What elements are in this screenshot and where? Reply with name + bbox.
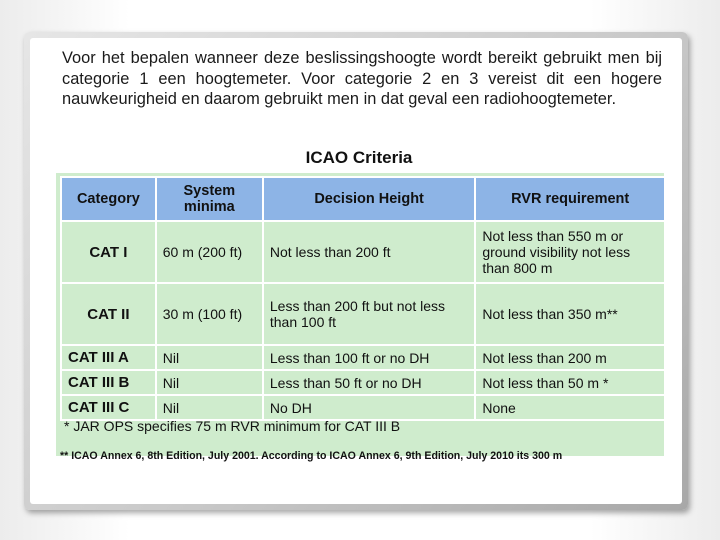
cell-category: CAT III A [61,345,156,370]
icao-criteria-table [60,176,666,421]
intro-paragraph: Voor het bepalen wanneer deze beslissingshoogte wordt bereikt gebruikt men bij categorie 1 een hoogtemeter. Voor categorie 2 en 3 vereist dit een hogere nauwkeurigheid en daarom gebruikt men in dat geval een radiohoogtemeter. [62,49,662,108]
cell-category: CAT III B [61,370,156,395]
header-decision-height: Decision Height [263,177,475,221]
header-system-minima: System minima [156,177,263,221]
cell-decision-height: No DH [263,395,475,420]
cell-rvr: Not less than 200 m [475,345,665,370]
cell-category: CAT II [61,283,156,345]
cell-rvr: Not less than 550 m or ground visibility not less than 800 m [475,221,665,283]
cell-system-minima: Nil [156,345,263,370]
cell-decision-height: Less than 100 ft or no DH [263,345,475,370]
cell-rvr: None [475,395,665,420]
table-row [61,370,665,395]
icao-criteria-figure [46,144,672,474]
cell-category: CAT III C [61,395,156,420]
table-header-row [61,177,665,221]
header-rvr-requirement: RVR requirement [475,177,665,221]
cell-decision-height: Less than 200 ft but not less than 100 ft [263,283,475,345]
table-row [61,395,665,420]
footnote-jar-ops: * JAR OPS specifies 75 m RVR minimum for CAT III B [64,418,401,434]
table-title: ICAO Criteria [305,148,413,167]
table-row [61,221,665,283]
cell-system-minima: 30 m (100 ft) [156,283,263,345]
table-row [61,283,665,345]
cell-decision-height: Less than 50 ft or no DH [263,370,475,395]
header-category: Category [61,177,156,221]
footnote-icao-annex: ** ICAO Annex 6, 8th Edition, July 2001. According to ICAO Annex 6, 9th Edition, July 2010 its 300 m [60,450,563,462]
cell-rvr: Not less than 50 m * [475,370,665,395]
cell-rvr: Not less than 350 m** [475,283,665,345]
cell-system-minima: Nil [156,370,263,395]
table-row [61,345,665,370]
cell-system-minima: Nil [156,395,263,420]
cell-decision-height: Not less than 200 ft [263,221,475,283]
cell-system-minima: 60 m (200 ft) [156,221,263,283]
cell-category: CAT I [61,221,156,283]
